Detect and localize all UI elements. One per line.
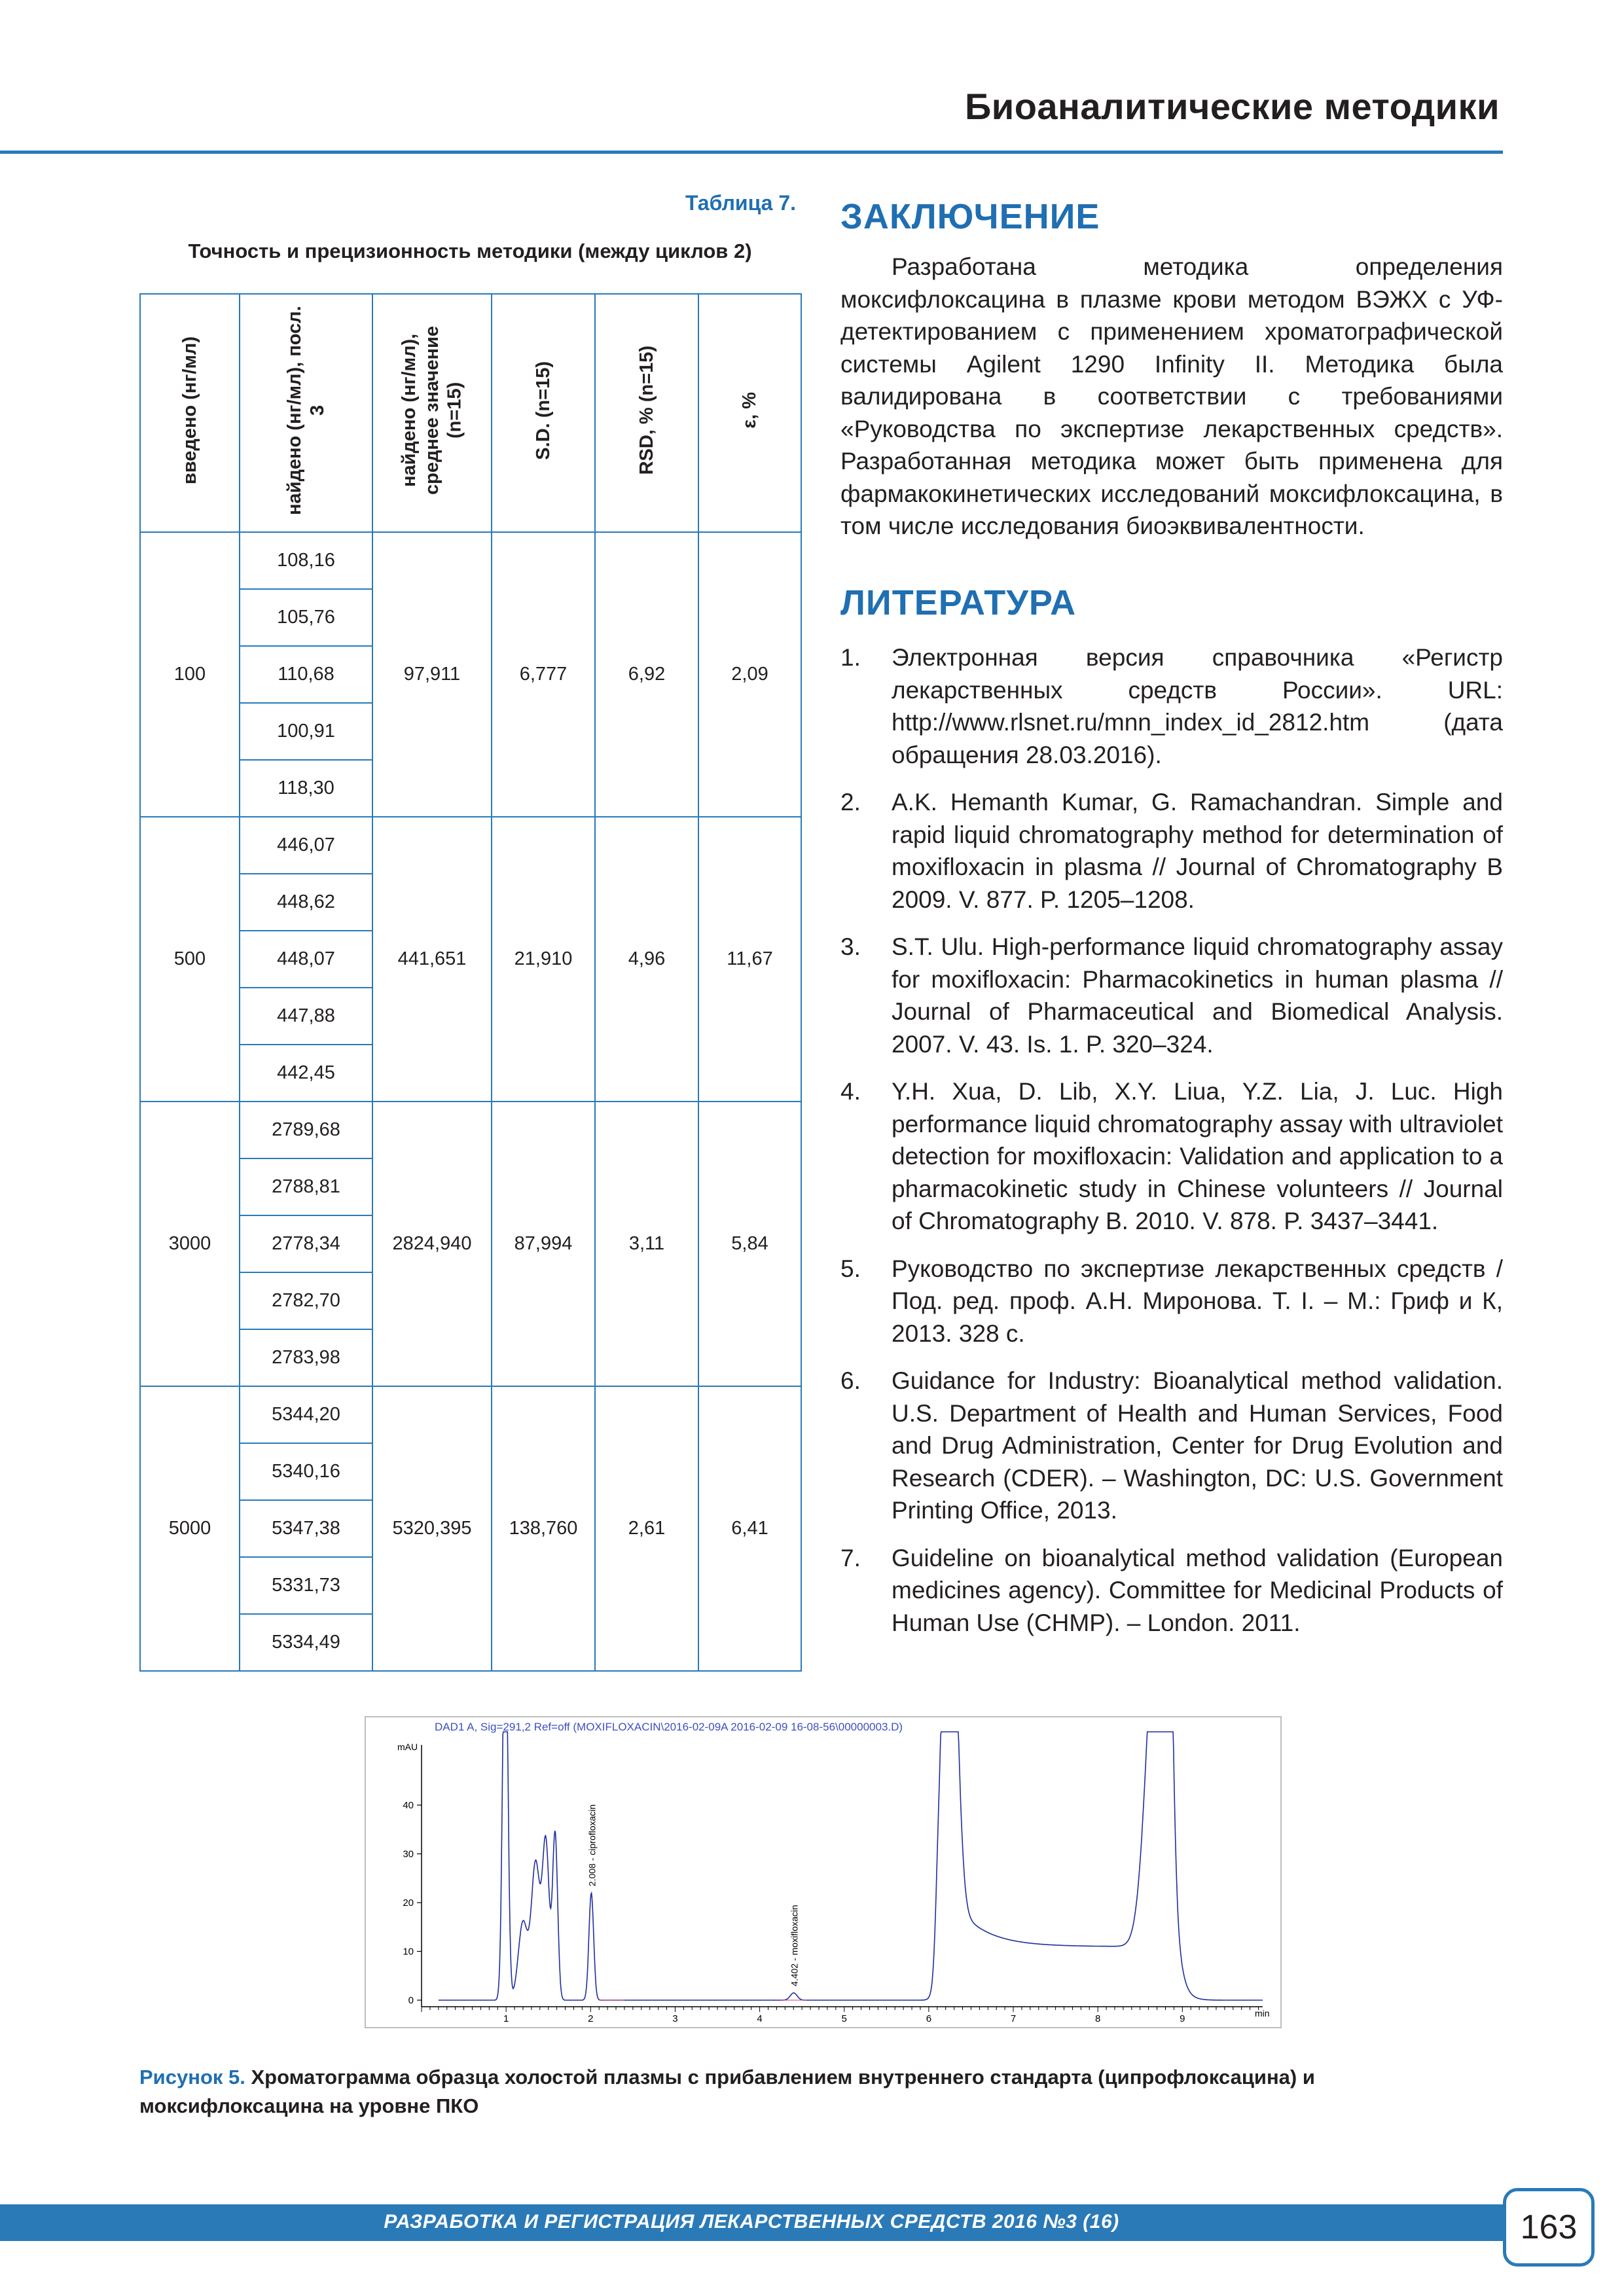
found-cell: 448,62 [240,874,372,931]
x-tick-label: 4 [757,2013,763,2024]
found-cell: 2783,98 [240,1329,372,1386]
column-header: S.D. (n=15) [492,294,595,532]
reference-item [840,1542,1503,1640]
reference-number: 7. [840,1544,861,1571]
found-cell: 100,91 [240,703,372,760]
found-cell: 5334,49 [240,1614,372,1671]
found-cell: 110,68 [240,646,372,703]
column-header: найдено (нг/мл), среднее значение (n=15) [372,294,492,532]
reference-number: 5. [840,1255,861,1282]
reference-item [840,931,1503,1060]
reference-text: Руководство по экспертизе лекарственных средств / Под. ред. проф. А.Н. Миронова. Т. I. – М.: Гриф и К, 2013. 328 с. [892,1255,1503,1347]
table-row [140,532,801,589]
chromatogram-trace [439,1732,1263,2000]
found-cell: 448,07 [240,931,372,988]
found-cell: 2789,68 [240,1102,372,1158]
mean-cell: 97,911 [372,532,492,817]
mean-cell: 5320,395 [372,1386,492,1671]
found-cell: 5344,20 [240,1386,372,1443]
x-tick-label: 1 [503,2013,509,2024]
page-number: 163 [1503,2188,1595,2267]
x-tick-label: 8 [1094,2013,1101,2024]
sd-cell: 87,994 [492,1102,595,1386]
reference-text: Guideline on bioanalytical method validation (European medicines agency). Committee for Medicinal Products of Human Use (CHMP). – London. 2011. [892,1544,1503,1636]
x-tick-label: 3 [672,2013,678,2024]
introduced-cell: 5000 [140,1386,240,1671]
reference-text: Электронная версия справочника «Регистр лекарственных средств России». URL: http://www.rlsnet.ru/mnn_index_id_2812.htm (дата обращения 28.03.2016). [892,644,1503,768]
table-title: Точность и прецизионность методики (между циклов 2) [188,240,752,262]
x-tick-label: 9 [1180,2013,1185,2024]
x-tick-label: 6 [926,2013,932,2024]
column-header: введено (нг/мл) [140,294,240,532]
rsd-cell: 4,96 [595,817,698,1102]
reference-item [840,1253,1503,1350]
found-cell: 5340,16 [240,1443,372,1500]
table-body [140,532,801,1671]
header-rule [0,151,1503,154]
found-cell: 446,07 [240,817,372,874]
found-cell: 108,16 [240,532,372,589]
column-header: RSD, % (n=15) [595,294,698,532]
rsd-cell: 6,92 [595,532,698,817]
eps-cell: 6,41 [698,1386,801,1671]
reference-item [840,786,1503,916]
found-cell: 2778,34 [240,1215,372,1272]
y-tick-label: 0 [408,1995,414,2006]
x-unit-label: min [1255,2008,1270,2018]
sd-cell: 6,777 [492,532,595,817]
table-row [140,817,801,874]
references-heading: ЛИТЕРАТУРА [840,583,1077,622]
y-unit-label: mAU [397,1742,418,1752]
figure-caption-label: Рисунок 5. [139,2066,245,2089]
eps-cell: 5,84 [698,1102,801,1386]
conclusion-heading: ЗАКЛЮЧЕНИЕ [840,197,1100,236]
x-tick-label: 5 [841,2013,847,2024]
found-cell: 447,88 [240,988,372,1045]
reference-number: 3. [840,933,861,960]
reference-text: A.K. Hemanth Kumar, G. Ramachandran. Simple and rapid liquid chromatography method for determination of moxifloxacin in plasma // Journal of Chromatography B 2009. V. 877. P. 1205–1208. [892,789,1503,913]
journal-footer: РАЗРАБОТКА И РЕГИСТРАЦИЯ ЛЕКАРСТВЕННЫХ СРЕДСТВ 2016 №3 (16) [384,2211,1119,2233]
reference-text: Y.H. Xua, D. Lib, X.Y. Liua, Y.Z. Lia, J. Luc. High performance liquid chromatography assay with ultraviolet detection for moxifloxacin: Validation and application to a pharmacokinetic study in Chinese volunteers // Journal of Chromatography B. 2010. V. 878. P. 3437–3441. [892,1078,1503,1234]
introduced-cell: 500 [140,817,240,1102]
reference-number: 4. [840,1078,861,1105]
y-tick-label: 30 [403,1848,414,1860]
sd-cell: 138,760 [492,1386,595,1671]
found-cell: 5347,38 [240,1500,372,1557]
rsd-cell: 2,61 [595,1386,698,1671]
reference-item [840,1365,1503,1527]
chromatogram-figure [365,1716,1282,2028]
reference-number: 2. [840,789,861,816]
peak-label: 2.008 - ciprofloxacin [586,1804,598,1887]
mean-cell: 2824,940 [372,1102,492,1386]
rsd-cell: 3,11 [595,1102,698,1386]
y-tick-label: 20 [403,1897,414,1909]
table-row [140,1386,801,1443]
found-cell: 118,30 [240,760,372,817]
introduced-cell: 3000 [140,1102,240,1386]
conclusion-text: Разработана методика определения моксифлоксацина в плазме крови методом ВЭЖХ с УФ-детектированием с применением хроматографической системы Agilent 1290 Infinity II. Методика была валидирована в соответствии с требованиями «Руководства по экспертизе лекарственных средств». Разработанная методика может быть применена для фармакокинетических исследований моксифлоксацина, в том числе исследования биоэквивалентности. [840,253,1503,539]
table-header-row [140,294,801,532]
reference-item [840,1075,1503,1238]
reference-number: 6. [840,1367,861,1394]
column-header: ε, % [698,294,801,532]
reference-list [840,641,1503,1654]
found-cell: 442,45 [240,1045,372,1102]
found-cell: 2782,70 [240,1272,372,1329]
precision-table [139,293,802,1672]
table-label: Таблица 7. [685,191,796,215]
introduced-cell: 100 [140,532,240,817]
reference-text: S.T. Ulu. High-performance liquid chromatography assay for moxifloxacin: Pharmacokinetics in human plasma // Journal of Pharmaceutical and Biomedical Analysis. 2007. V. 43. Is. 1. P. 320–324. [892,933,1503,1058]
x-tick-label: 2 [588,2013,594,2024]
reference-item [840,641,1503,771]
y-tick-label: 40 [403,1799,414,1811]
section-title: Биоаналитические методики [965,86,1500,127]
signal-label: DAD1 A, Sig=291,2 Ref=off (MOXIFLOXACIN\2016-02-09A 2016-02-09 16-08-56\00000003.D) [435,1721,903,1733]
peak-label: 4.402 - moxifloxacin [789,1905,800,1986]
eps-cell: 2,09 [698,532,801,817]
table-row [140,1102,801,1158]
mean-cell: 441,651 [372,817,492,1102]
y-tick-label: 10 [403,1946,414,1958]
eps-cell: 11,67 [698,817,801,1102]
reference-number: 1. [840,644,861,671]
found-cell: 105,76 [240,589,372,646]
column-header: найдено (нг/мл), посл. 3 [240,294,372,532]
reference-text: Guidance for Industry: Bioanalytical method validation. U.S. Department of Health and Human Services, Food and Drug Administration, Center for Drug Evolution and Research (CDER). – Washington, DC: U.S. Government Printing Office, 2013. [892,1367,1503,1524]
found-cell: 2788,81 [240,1158,372,1215]
figure-caption-text: Хроматограмма образца холостой плазмы с прибавлением внутреннего стандарта (ципрофлоксацина) и моксифлоксацина на уровне ПКО [139,2066,1315,2117]
x-tick-label: 7 [1010,2013,1017,2024]
figure-caption [139,2063,1503,2121]
chromatogram-plot [366,1717,1280,2027]
sd-cell: 21,910 [492,817,595,1102]
found-cell: 5331,73 [240,1557,372,1614]
